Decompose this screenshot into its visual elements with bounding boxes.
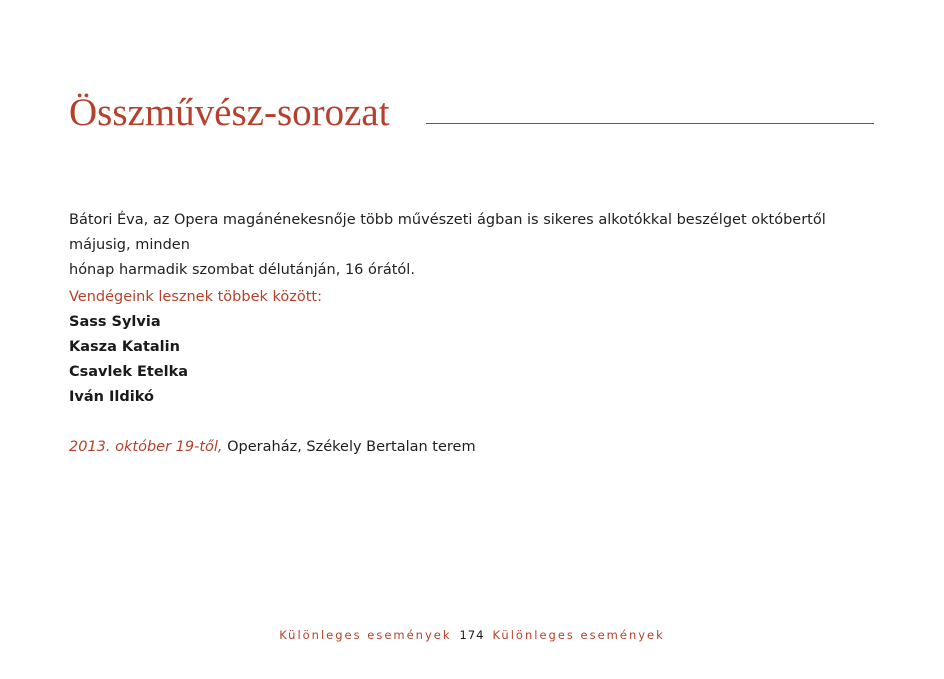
page-title: Összművész-sorozat <box>69 91 390 134</box>
page-number: 174 <box>459 628 485 642</box>
intro-paragraph <box>69 208 881 283</box>
guest-name: Csavlek Etelka <box>69 364 189 380</box>
event-date: 2013. október 19-től, <box>69 439 223 455</box>
intro-line-1: Bátori Éva, az Opera magánénekesnője több művészeti ágban is sikeres alkotókkal beszélget októbertől májusig, minden <box>69 212 826 253</box>
guest-name: Sass Sylvia <box>69 314 161 330</box>
guest-name: Kasza Katalin <box>69 339 180 355</box>
guest-name: Iván Ildikó <box>69 389 154 405</box>
title-row <box>69 88 874 138</box>
guest-list <box>69 310 188 410</box>
event-place: Operaház, Székely Bertalan terem <box>227 439 476 455</box>
intro-line-2: hónap harmadik szombat délutánján, 16 órától. <box>69 262 415 278</box>
guests-heading: Vendégeink lesznek többek között: <box>69 289 322 305</box>
footer-section-right: Különleges események <box>492 628 665 642</box>
title-rule <box>426 123 874 124</box>
footer-section-left: Különleges események <box>279 628 452 642</box>
event-info <box>69 435 476 460</box>
page-footer <box>0 626 944 644</box>
